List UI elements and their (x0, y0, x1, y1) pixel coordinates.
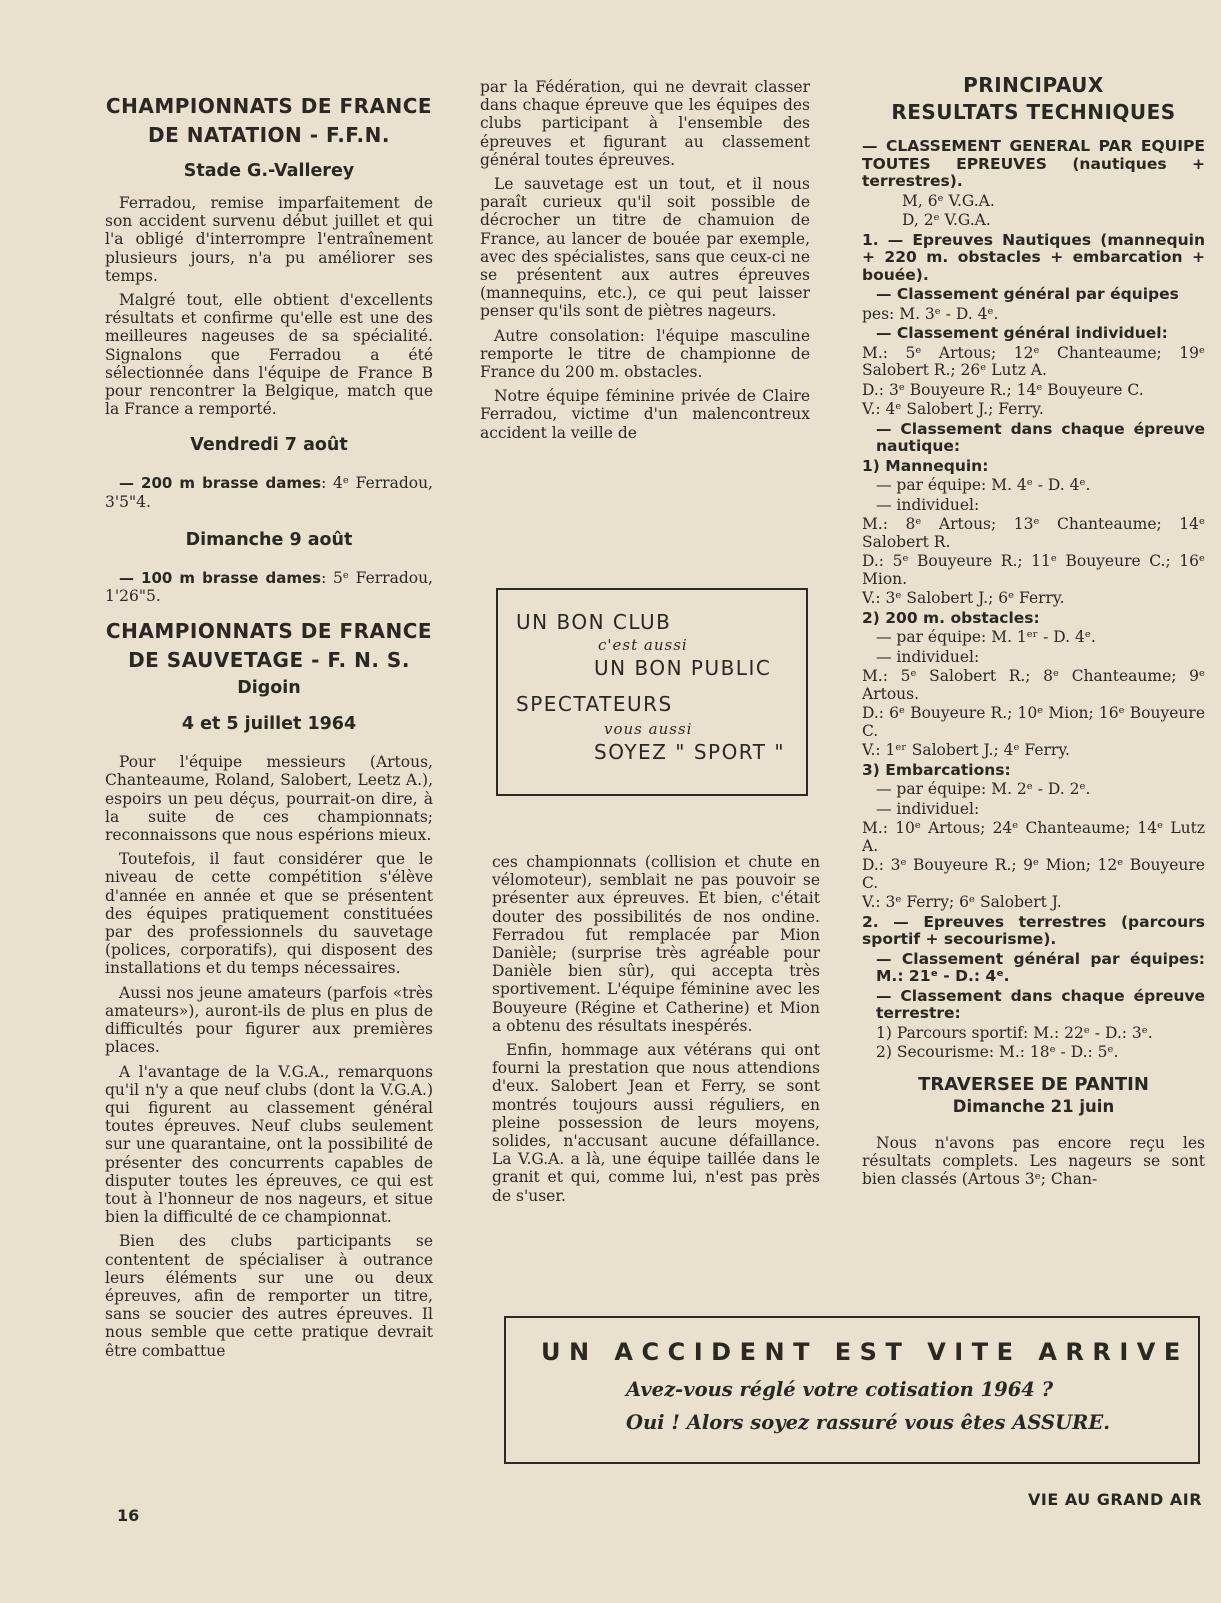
results-title-line2: RESULTATS TECHNIQUES (891, 100, 1176, 124)
result-line: M.: 5ᵉ Salobert R.; 8ᵉ Chanteaume; 9ᵉ Artous. (862, 667, 1205, 703)
result-line: D, 2ᵉ V.G.A. (902, 211, 991, 229)
paragraph: Bien des clubs participants se contentent de spécialiser à outrance leurs éléments sur une ou deux épreuves, afin de remporter un titre, sans se soucier des autres épreuves. Il nous semble que cette pratique devrait être combattue (105, 1232, 433, 1360)
result-line: — Classement dans chaque épreuve nautique: (876, 419, 1205, 455)
pantin-title: TRAVERSEE DE PANTIN (918, 1073, 1149, 1095)
result-value: : 5ᵉ Ferradou, 1'26"5. (105, 568, 433, 606)
paragraph: ces championnats (collision et chute en vélomoteur), semblait ne pas pouvoir se présenter aux épreuves. Et bien, c'était douter des possibilités de nos ondine. Ferradou fut remplacée par Mion Danièle; (surprise très agréable pour Danièle bien sûr), qui accepta très sportivement. L'équipe féminine avec les Bouyeure (Régine et Catherine) et Mion a obtenu des résultats inespérés. (492, 853, 820, 1035)
result-line: — individuel: (876, 799, 980, 818)
result-line: 1) Parcours sportif: M.: 22ᵉ - D.: 3ᵉ. (876, 1023, 1153, 1042)
magazine-name: VIE AU GRAND AIR (1028, 1490, 1203, 1509)
result-line: V.: 3ᵉ Ferry; 6ᵉ Salobert J. (862, 893, 1062, 911)
column-middle-continued (492, 853, 820, 1211)
result-line: D.: 3ᵉ Bouyeure R.; 14ᵉ Bouyeure C. (862, 380, 1144, 399)
result-value: : 4ᵉ Ferradou, 3'5"4. (105, 474, 433, 511)
result-line: D.: 6ᵉ Bouyeure R.; 10ᵉ Mion; 16ᵉ Bouyeure C. (862, 704, 1205, 740)
results-title-line1: PRINCIPAUX (963, 73, 1104, 97)
result-line: — CLASSEMENT GENERAL PAR EQUIPE TOUTES EPREUVES (nautiques + terrestres). (862, 137, 1205, 190)
result-line: — par équipe: M. 4ᵉ - D. 4ᵉ. (876, 476, 1091, 494)
result-line: D.: 3ᵉ Bouyeure R.; 9ᵉ Mion; 12ᵉ Bouyeure C. (862, 856, 1205, 892)
page-number: 16 (117, 1506, 140, 1525)
insurance-headline: UN ACCIDENT EST VITE ARRIVE (541, 1338, 1189, 1366)
result-line: M.: 5ᵉ Artous; 12ᵉ Chanteaume; 19ᵉ Salobert R.; 26ᵉ Lutz A. (862, 343, 1205, 379)
column-middle (480, 78, 810, 448)
result-label: — 200 m brasse dames (119, 474, 322, 493)
paragraph: Nous n'avons pas encore reçu les résultats complets. Les nageurs se sont bien classés (Artous 3ᵉ; Chan- (862, 1133, 1205, 1188)
result-line: 2. — Epreuves terrestres (parcours sportif + secourisme). (862, 912, 1205, 948)
paragraph: Pour l'équipe messieurs (Artous, Chanteaume, Roland, Salobert, Leetz A.), espoirs un peu déçus, pourrait-on dire, à la suite de ces championnats; reconnaissons que nous espérions mieux. (105, 753, 433, 845)
result-line (105, 474, 433, 510)
result-line: V.: 3ᵉ Salobert J.; 6ᵉ Ferry. (862, 589, 1065, 607)
insurance-advert-box (504, 1316, 1200, 1464)
result-line: — par équipe: M. 1ᵉʳ - D. 4ᵉ. (876, 628, 1096, 646)
result-line: — Classement général par équipes: M.: 21ᵉ - D.: 4ᵉ. (876, 949, 1205, 985)
result-line: M.: 10ᵉ Artous; 24ᵉ Chanteaume; 14ᵉ Lutz A. (862, 819, 1205, 855)
club-advert-box (496, 588, 808, 796)
date-heading: 4 et 5 juillet 1964 (181, 714, 357, 735)
result-line: 1) Mannequin: (862, 456, 989, 475)
column-right (862, 72, 1205, 1194)
paragraph: Toutefois, il faut considérer que le niveau de cette compétition s'élève d'année en année et que se présentent des équipes pratiquement constituées par des professionnels du sauvetage (polices, corporatifs), qui disposent des installations et du temps nécessaires. (105, 850, 433, 978)
paragraph: Le sauvetage est un tout, et il nous paraît curieux qu'il soit possible de décrocher un titre de chamuion de France, au lancer de bouée par exemple, avec des spécialistes, sans que ceux-ci ne se présentent aux autres épreuves (mannequins, etc.), ce qui peut laisser penser qu'ils sont de piètres nageurs. (480, 175, 810, 321)
result-line: pes: M. 3ᵉ - D. 4ᵉ. (862, 304, 999, 323)
result-line: — Classement dans chaque épreuve terrestre: (876, 986, 1205, 1022)
paragraph: Enfin, hommage aux vétérans qui ont fourni la prestation que nous attendions d'eux. Salobert Jean et Ferry, se sont montrés toujours aussi réguliers, en pleine possession de leurs moyens, solides, n'accusant aucune défaillance. La V.G.A. a là, une équipe taillée dans le granit et qui, comme lui, n'est pas près de s'user. (492, 1041, 820, 1205)
paragraph: A l'avantage de la V.G.A., remarquons qu'il n'y a que neuf clubs (dont la V.G.A.) qui figurent au classement général toutes épreuves. Neuf clubs seulement sur une quarantaine, ont la possibilité de présenter des concurrents capables de disputer toutes les épreuves, ce qui est tout à l'honneur de nos nageurs, et situe bien la difficulté de ce championnat. (105, 1062, 433, 1227)
insurance-answer: Oui ! Alors soyez rassuré vous êtes ASSURE. (626, 1411, 1110, 1434)
paragraph: Notre équipe féminine privée de Claire Ferradou, victime d'un malencontreux accident la veille de (480, 387, 810, 442)
title-natation-line2: DE NATATION - F.F.N. (148, 123, 390, 147)
column-left (105, 92, 433, 1366)
result-line: 2) Secourisme: M.: 18ᵉ - D.: 5ᵉ. (876, 1043, 1119, 1061)
result-line: 2) 200 m. obstacles: (862, 608, 1040, 627)
result-line: M, 6ᵉ V.G.A. (902, 191, 995, 210)
date-heading: Vendredi 7 août (190, 435, 348, 456)
result-line: — par équipe: M. 2ᵉ - D. 2ᵉ. (876, 780, 1091, 798)
result-line: 1. — Epreuves Nautiques (mannequin + 220 m. obstacles + embarcation + bouée). (862, 230, 1205, 284)
result-line: V.: 4ᵉ Salobert J.; Ferry. (862, 400, 1044, 418)
result-line: — individuel: (876, 647, 980, 666)
paragraph: Autre consolation: l'équipe masculine remporte le titre de championne de France du 200 m. obstacles. (480, 326, 810, 382)
venue-sauvetage: Digoin (237, 678, 301, 699)
result-line: D.: 5ᵉ Bouyeure R.; 11ᵉ Bouyeure C.; 16ᵉ Mion. (862, 552, 1205, 588)
result-line (105, 569, 433, 605)
advert-line: UN BON CLUB (516, 610, 672, 634)
result-line: M.: 8ᵉ Artous; 13ᵉ Chanteaume; 14ᵉ Salobert R. (862, 515, 1205, 551)
advert-line: vous aussi (604, 720, 693, 738)
date-heading: Dimanche 9 août (185, 529, 353, 550)
insurance-question: Avez-vous réglé votre cotisation 1964 ? (626, 1378, 1054, 1401)
paragraph: Ferradou, remise imparfaitement de son accident survenu début juillet et qui l'a obligé d'interrompre l'entraînement plusieurs jours, n'a pu améliorer ses temps. (105, 194, 433, 285)
venue-natation: Stade G.-Vallerey (183, 161, 355, 181)
advert-line: SPECTATEURS (516, 692, 673, 716)
advert-line: SOYEZ " SPORT " (594, 740, 786, 764)
result-line: 3) Embarcations: (862, 760, 1011, 779)
result-line: V.: 1ᵉʳ Salobert J.; 4ᵉ Ferry. (862, 741, 1070, 759)
results-list (862, 138, 1205, 1062)
result-line: — individuel: (876, 495, 980, 514)
paragraph: Malgré tout, elle obtient d'excellents résultats et confirme qu'elle est une des meilleures nageuses de sa spécialité. Signalons que Ferradou a été sélectionnée dans l'équipe de France B pour rencontrer la Belgique, match que la France a remporté. (105, 291, 433, 419)
title-sauvetage-line2: DE SAUVETAGE - F. N. S. (128, 648, 410, 673)
pantin-date: Dimanche 21 juin (952, 1096, 1115, 1116)
result-line: — Classement général par équipes (876, 285, 1179, 303)
title-natation-line1: CHAMPIONNATS DE FRANCE (105, 94, 433, 118)
paragraph: Aussi nos jeune amateurs (parfois «très amateurs»), auront-ils de plus en plus de difficultés pour figurer aux premières places. (105, 983, 433, 1057)
advert-line: c'est aussi (598, 636, 688, 654)
paragraph: par la Fédération, qui ne devrait classer dans chaque épreuve que les équipes des clubs participant à l'ensemble des épreuves et figurant au classement général toutes épreuves. (480, 78, 810, 169)
advert-line: UN BON PUBLIC (594, 656, 772, 680)
result-label: — 100 m brasse dames (119, 568, 322, 587)
title-sauvetage-line1: CHAMPIONNATS DE FRANCE (105, 619, 433, 644)
result-line: — Classement général individuel: (876, 324, 1168, 342)
